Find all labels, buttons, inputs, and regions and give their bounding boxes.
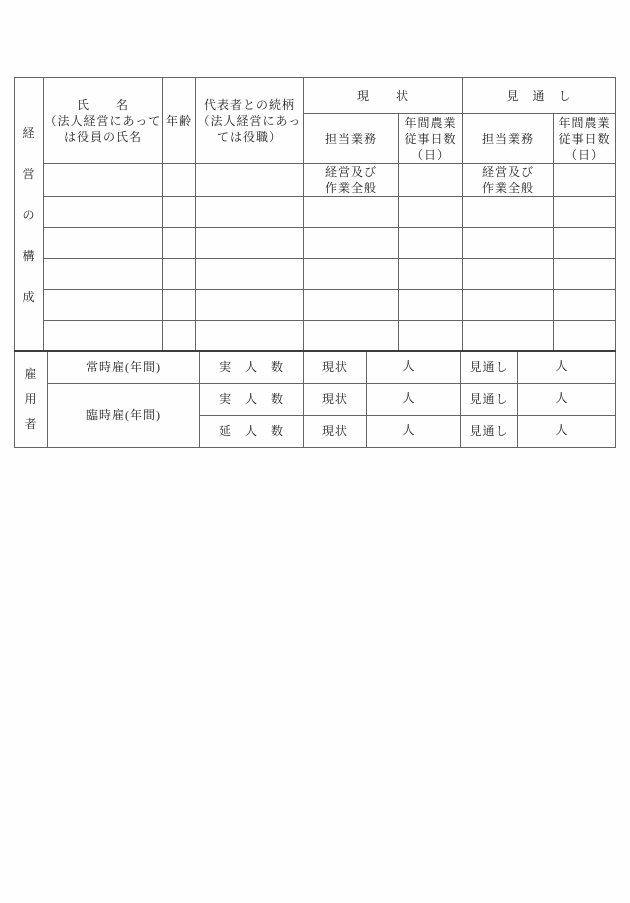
duty-current-cell-empty <box>304 259 399 290</box>
name-cell-empty <box>44 321 163 352</box>
days-current-cell-empty <box>399 164 463 197</box>
column-header-age: 年齢 <box>163 78 196 164</box>
vertical-label-char: 者 <box>24 417 38 432</box>
person-unit-label: 人 <box>402 359 416 374</box>
duty-line2: 作業全般 <box>482 181 535 195</box>
age-cell-empty <box>163 290 196 321</box>
header-name-line1: 氏 名 <box>76 97 129 112</box>
column-header-duty-current: 担当業務 <box>304 114 399 164</box>
duty-current-cell-empty <box>304 290 399 321</box>
column-header-outlook: 見 通 し <box>463 78 616 114</box>
section-label-management-composition <box>15 78 44 352</box>
outlook-value-cell <box>518 383 616 415</box>
count-type-label: 延 人 数 <box>200 415 304 447</box>
vertical-label-char: 成 <box>22 289 36 304</box>
column-header-annual-days-current <box>399 114 463 164</box>
duty-line1: 経営及び <box>324 165 377 179</box>
column-header-relation <box>196 78 304 164</box>
days-current-cell-empty <box>399 197 463 228</box>
relation-cell-empty <box>196 259 304 290</box>
employ-category-temporary: 臨時雇(年間) <box>48 383 200 447</box>
empty-data-row <box>15 197 616 228</box>
relation-cell-empty <box>196 228 304 259</box>
duty-line2: 作業全般 <box>324 181 377 195</box>
empty-data-row <box>15 259 616 290</box>
duty-outlook-cell-empty <box>463 259 554 290</box>
vertical-label-char: 構 <box>22 248 36 263</box>
duty-outlook-cell <box>463 164 554 197</box>
days-current-cell-empty <box>399 321 463 352</box>
outlook-label: 見通し <box>461 351 518 383</box>
person-unit-label: 人 <box>555 391 569 405</box>
days-current-cell-empty <box>399 259 463 290</box>
age-cell-empty <box>163 164 196 197</box>
age-cell-empty <box>163 197 196 228</box>
annual-days-line3: （日） <box>565 147 605 162</box>
days-outlook-cell-empty <box>554 228 616 259</box>
header-row-1 <box>15 78 616 114</box>
person-unit-label: 人 <box>402 423 416 437</box>
name-cell-empty <box>44 197 163 228</box>
days-current-cell-empty <box>399 228 463 259</box>
current-value-cell <box>367 351 461 383</box>
person-unit-label: 人 <box>555 359 569 374</box>
section-label-employees <box>15 351 48 447</box>
current-value-cell <box>367 383 461 415</box>
relation-cell-empty <box>196 164 304 197</box>
vertical-label-char: 雇 <box>24 367 38 382</box>
days-outlook-cell-empty <box>554 164 616 197</box>
days-current-cell-empty <box>399 290 463 321</box>
days-outlook-cell-empty <box>554 321 616 352</box>
column-header-current-status: 現 状 <box>304 78 463 114</box>
column-header-annual-days-outlook <box>554 114 616 164</box>
days-outlook-cell-empty <box>554 259 616 290</box>
header-relation-line2: （法人経営にあっ <box>197 113 302 128</box>
age-cell-empty <box>163 321 196 352</box>
count-type-label: 実 人 数 <box>200 383 304 415</box>
employees-table <box>14 350 616 448</box>
management-composition-table <box>14 77 616 352</box>
employ-category-regular: 常時雇(年間) <box>48 351 200 383</box>
annual-days-line2: 従事日数 <box>558 131 611 146</box>
outlook-label: 見通し <box>461 383 518 415</box>
employees-row-regular <box>15 351 616 383</box>
annual-days-line1: 年間農業 <box>404 115 457 130</box>
vertical-label-char: 経 <box>22 125 36 140</box>
header-name-line3: は役員の氏名 <box>63 129 142 144</box>
vertical-label-char: 営 <box>22 166 36 181</box>
age-cell-empty <box>163 259 196 290</box>
person-unit-label: 人 <box>555 423 569 437</box>
annual-days-line2: 従事日数 <box>404 131 457 146</box>
duty-current-cell-empty <box>304 321 399 352</box>
duty-outlook-cell-empty <box>463 228 554 259</box>
current-value-cell <box>367 415 461 447</box>
days-outlook-cell-empty <box>554 197 616 228</box>
header-name-line2: （法人経営にあって <box>44 113 162 128</box>
empty-data-row <box>15 321 616 352</box>
name-cell-empty <box>44 259 163 290</box>
relation-cell-empty <box>196 197 304 228</box>
annual-days-line1: 年間農業 <box>558 115 611 130</box>
relation-cell-empty <box>196 321 304 352</box>
count-type-label: 実 人 数 <box>200 351 304 383</box>
relation-cell-empty <box>196 290 304 321</box>
duty-current-cell-empty <box>304 197 399 228</box>
vertical-label <box>15 353 47 445</box>
age-cell-empty <box>163 228 196 259</box>
empty-data-row <box>15 290 616 321</box>
person-unit-label: 人 <box>402 391 416 405</box>
vertical-label-char: の <box>22 207 36 222</box>
days-outlook-cell-empty <box>554 290 616 321</box>
header-relation-line1: 代表者との続柄 <box>203 97 295 112</box>
column-header-name <box>44 78 163 164</box>
duty-current-cell <box>304 164 399 197</box>
current-status-label: 現状 <box>304 351 367 383</box>
header-relation-line3: ては役職） <box>216 129 282 144</box>
empty-data-row <box>15 228 616 259</box>
annual-days-line3: （日） <box>411 147 451 162</box>
data-row-representative <box>15 164 616 197</box>
outlook-label: 見通し <box>461 415 518 447</box>
name-cell-empty <box>44 290 163 321</box>
column-header-duty-outlook: 担当業務 <box>463 114 554 164</box>
duty-outlook-cell-empty <box>463 197 554 228</box>
outlook-value-cell <box>518 351 616 383</box>
current-status-label: 現状 <box>304 415 367 447</box>
vertical-label-char: 用 <box>24 392 38 407</box>
outlook-value-cell <box>518 415 616 447</box>
name-cell-empty <box>44 164 163 197</box>
vertical-label <box>15 80 43 349</box>
duty-line1: 経営及び <box>482 165 535 179</box>
duty-outlook-cell-empty <box>463 290 554 321</box>
name-cell-empty <box>44 228 163 259</box>
employees-row-temporary-actual <box>15 383 616 415</box>
duty-outlook-cell-empty <box>463 321 554 352</box>
duty-current-cell-empty <box>304 228 399 259</box>
current-status-label: 現状 <box>304 383 367 415</box>
